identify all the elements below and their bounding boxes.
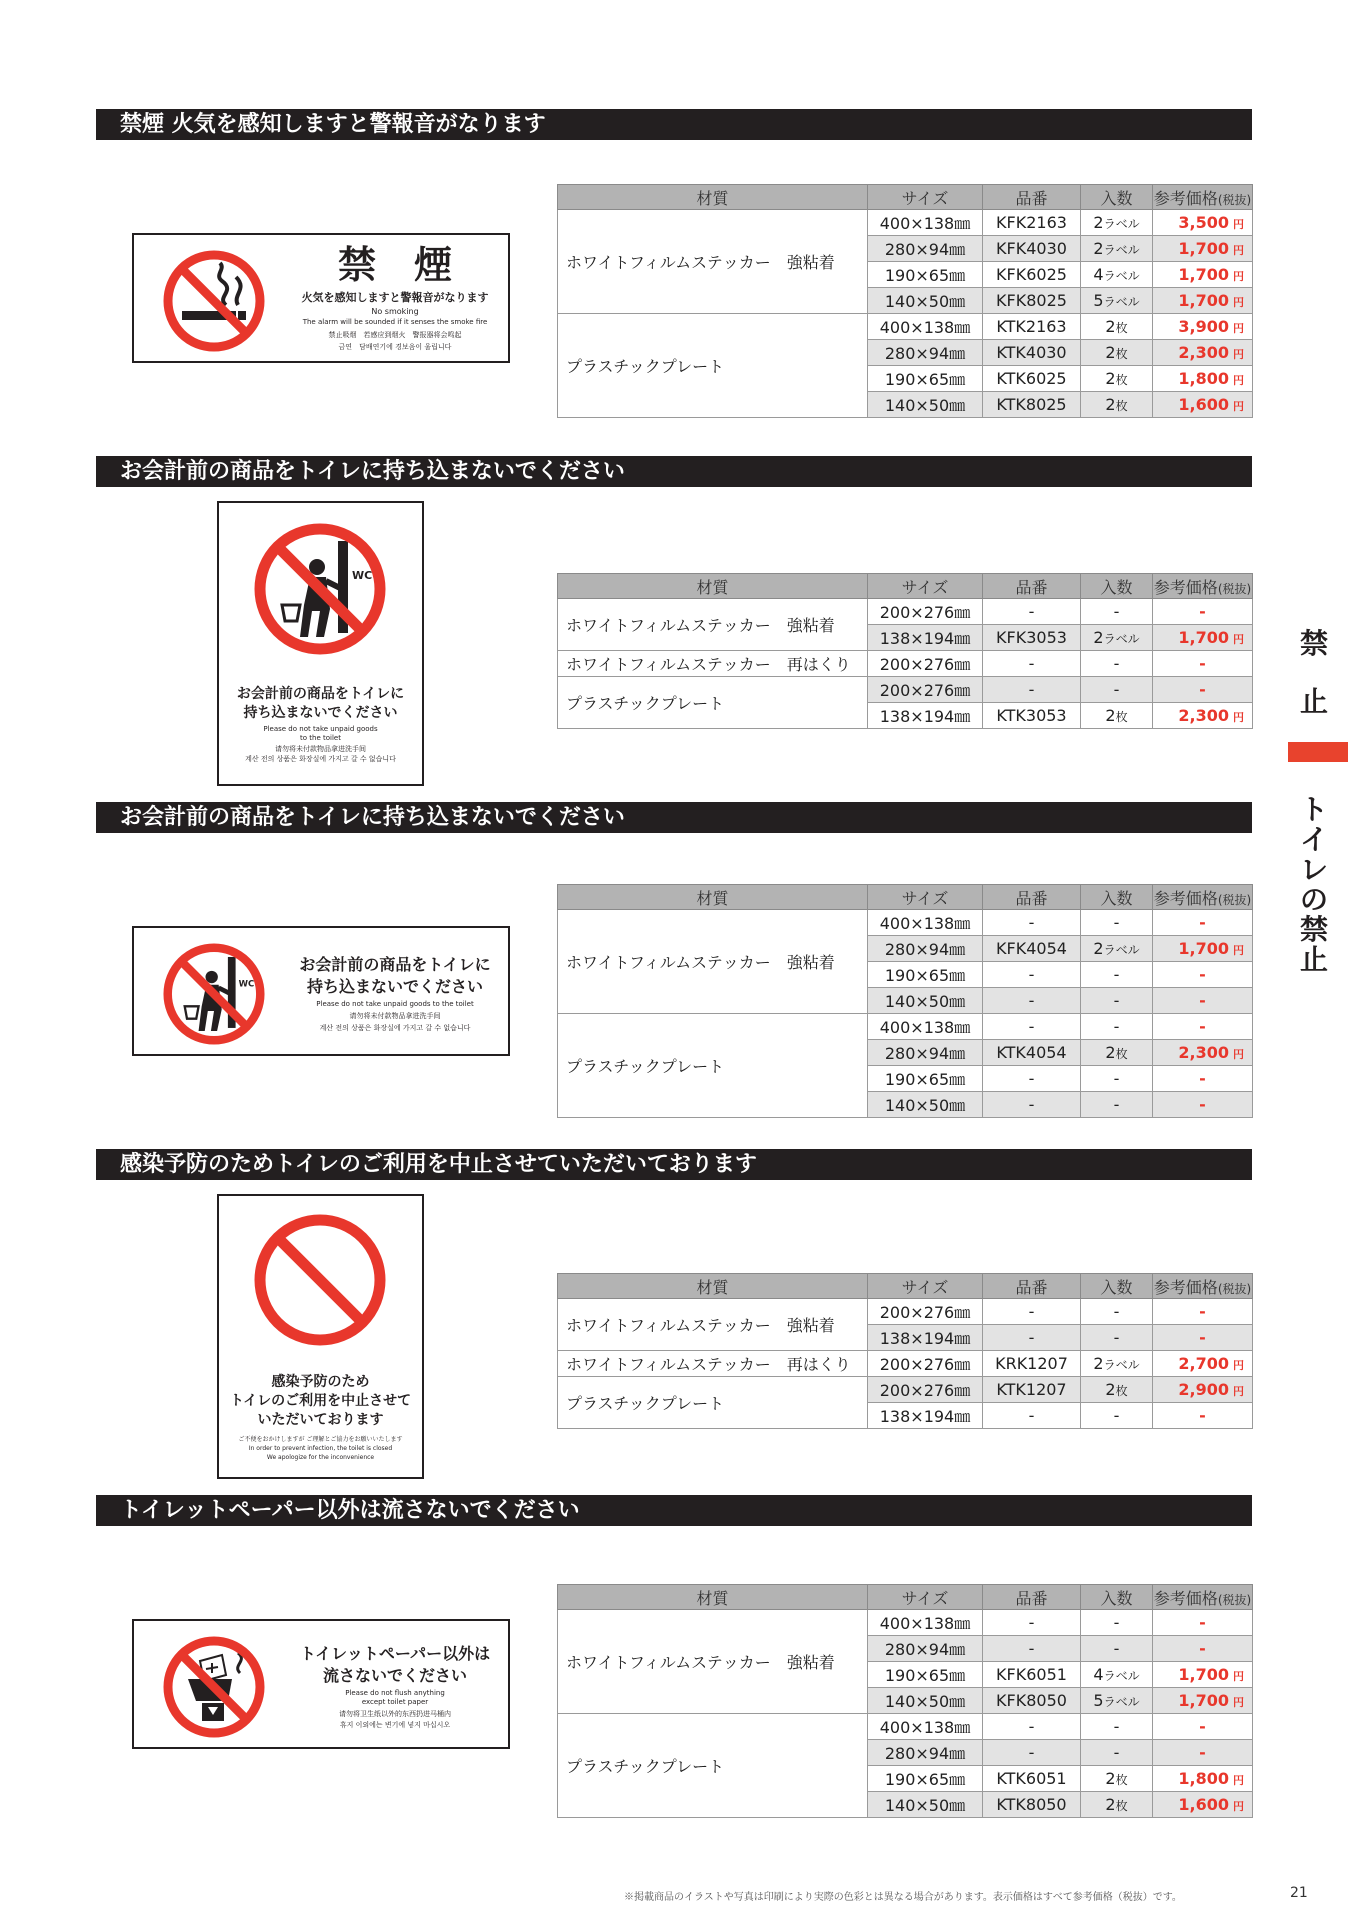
- yen-unit: 円: [1233, 322, 1244, 335]
- size-cell: 400×138㎜: [868, 314, 983, 340]
- section-header-3: お会計前の商品をトイレに持ち込まないでください: [96, 802, 1252, 833]
- yen-unit: 円: [1233, 1385, 1244, 1398]
- code-cell: KTK4054: [983, 1040, 1081, 1066]
- code-cell: -: [983, 1299, 1081, 1325]
- qty-cell: 2枚: [1081, 1377, 1153, 1403]
- sign-toilet-closed: [217, 1194, 424, 1479]
- qty-cell: 2枚: [1081, 366, 1153, 392]
- table-row: [558, 314, 1253, 340]
- sign-title: 禁 煙: [337, 243, 452, 287]
- qty-unit: 枚: [1115, 1047, 1128, 1061]
- code-cell: KFK2163: [983, 210, 1081, 236]
- price-cell: -: [1153, 599, 1253, 625]
- code-cell: -: [983, 599, 1081, 625]
- code-cell: KFK3053: [983, 625, 1081, 651]
- material-cell: プラスチックプレート: [558, 677, 868, 729]
- side-tab-vertical-label: [1294, 795, 1334, 975]
- yen-unit: 円: [1233, 374, 1244, 387]
- side-tab-char: の: [1299, 883, 1328, 916]
- sign-title-line: トイレットペーパー以外は: [299, 1644, 491, 1663]
- col-header-material: 材質: [558, 885, 868, 910]
- section-header-4: 感染予防のためトイレのご利用を中止させていただいております: [96, 1149, 1252, 1180]
- qty-unit: 枚: [1115, 373, 1128, 387]
- price-table: [557, 1584, 1253, 1818]
- qty-cell: 4ラベル: [1081, 262, 1153, 288]
- col-header-qty: 入数: [1081, 1585, 1153, 1610]
- size-cell: 140×50㎜: [868, 288, 983, 314]
- side-tab-char: 禁: [1299, 627, 1328, 660]
- price-cell: -: [1153, 1714, 1253, 1740]
- col-header-qty: 入数: [1081, 1274, 1153, 1299]
- qty-cell: -: [1081, 677, 1153, 703]
- price-cell: 1,600 円: [1153, 392, 1253, 418]
- price-cell: -: [1153, 1092, 1253, 1118]
- code-cell: -: [983, 1403, 1081, 1429]
- code-cell: -: [983, 1325, 1081, 1351]
- section-header-5: トイレットペーパー以外は流さないでください: [96, 1495, 1252, 1526]
- sign-line: 请勿将卫生纸以外的东西扔进马桶内: [339, 1710, 451, 1718]
- price-cell: 1,700 円: [1153, 262, 1253, 288]
- no-smoking-icon: [160, 247, 268, 355]
- material-cell: ホワイトフィルムステッカー 強粘着: [558, 1610, 868, 1714]
- size-cell: 190×65㎜: [868, 1662, 983, 1688]
- table-header-row: [558, 574, 1253, 599]
- price-table: [557, 884, 1253, 1118]
- yen-unit: 円: [1233, 1048, 1244, 1061]
- qty-cell: -: [1081, 1092, 1153, 1118]
- no-flushing-icon: [160, 1633, 268, 1741]
- table-row: [558, 1351, 1253, 1377]
- price-cell: 1,700 円: [1153, 288, 1253, 314]
- sign-line: ご不便をおかけしますが ご理解とご協力をお願いいたします: [238, 1436, 403, 1443]
- qty-cell: -: [1081, 1014, 1153, 1040]
- size-cell: 400×138㎜: [868, 1714, 983, 1740]
- code-cell: KFK6025: [983, 262, 1081, 288]
- price-cell: 2,300 円: [1153, 703, 1253, 729]
- yen-unit: 円: [1233, 1774, 1244, 1787]
- yen-unit: 円: [1233, 1800, 1244, 1813]
- code-cell: -: [983, 910, 1081, 936]
- qty-cell: 2ラベル: [1081, 625, 1153, 651]
- table-row: [558, 910, 1253, 936]
- code-cell: -: [983, 1092, 1081, 1118]
- code-cell: KFK6051: [983, 1662, 1081, 1688]
- size-cell: 200×276㎜: [868, 599, 983, 625]
- code-cell: -: [983, 651, 1081, 677]
- size-cell: 200×276㎜: [868, 1299, 983, 1325]
- qty-unit: ラベル: [1103, 1358, 1140, 1372]
- size-cell: 138×194㎜: [868, 1325, 983, 1351]
- price-cell: 3,900 円: [1153, 314, 1253, 340]
- price-cell: -: [1153, 677, 1253, 703]
- code-cell: KFK8025: [983, 288, 1081, 314]
- qty-unit: 枚: [1115, 710, 1128, 724]
- size-cell: 280×94㎜: [868, 936, 983, 962]
- col-header-price: 参考価格(税抜): [1153, 1585, 1253, 1610]
- sign-line: 请勿将未付款物品拿进洗手间: [275, 745, 366, 753]
- qty-cell: -: [1081, 962, 1153, 988]
- code-cell: -: [983, 1714, 1081, 1740]
- qty-unit: 枚: [1115, 1384, 1128, 1398]
- col-header-size: サイズ: [868, 1585, 983, 1610]
- price-cell: -: [1153, 1610, 1253, 1636]
- yen-unit: 円: [1233, 633, 1244, 646]
- sign-line: Please do not take unpaid goods to the toilet: [316, 1000, 474, 1008]
- price-cell: -: [1153, 962, 1253, 988]
- col-header-material: 材質: [558, 1274, 868, 1299]
- yen-unit: 円: [1233, 400, 1244, 413]
- material-cell: ホワイトフィルムステッカー 再はくり: [558, 1351, 868, 1377]
- no-unpaid-goods-icon: [250, 519, 390, 659]
- price-cell: 2,900 円: [1153, 1377, 1253, 1403]
- size-cell: 280×94㎜: [868, 340, 983, 366]
- size-cell: 280×94㎜: [868, 1636, 983, 1662]
- qty-cell: 2枚: [1081, 1792, 1153, 1818]
- table-header-row: [558, 185, 1253, 210]
- col-header-code: 品番: [983, 885, 1081, 910]
- qty-unit: ラベル: [1103, 1669, 1140, 1683]
- price-cell: 3,500 円: [1153, 210, 1253, 236]
- yen-unit: 円: [1233, 1359, 1244, 1372]
- qty-cell: 2ラベル: [1081, 236, 1153, 262]
- price-cell: -: [1153, 910, 1253, 936]
- side-tab-char: ト: [1299, 793, 1328, 826]
- col-header-material: 材質: [558, 185, 868, 210]
- qty-cell: 2枚: [1081, 340, 1153, 366]
- qty-unit: ラベル: [1103, 217, 1140, 231]
- col-header-code: 品番: [983, 185, 1081, 210]
- price-cell: 2,300 円: [1153, 1040, 1253, 1066]
- sign-title-line: お会計前の商品をトイレに: [299, 955, 491, 974]
- price-cell: -: [1153, 1014, 1253, 1040]
- sign-line: 계산 전의 상품은 화장실에 가지고 갈 수 없습니다: [319, 1024, 471, 1032]
- qty-cell: -: [1081, 1740, 1153, 1766]
- price-cell: -: [1153, 1066, 1253, 1092]
- yen-unit: 円: [1233, 944, 1244, 957]
- qty-cell: 2ラベル: [1081, 936, 1153, 962]
- size-cell: 140×50㎜: [868, 392, 983, 418]
- code-cell: KFK4054: [983, 936, 1081, 962]
- material-cell: プラスチックプレート: [558, 1714, 868, 1818]
- table-row: [558, 1377, 1253, 1403]
- code-cell: KTK1207: [983, 1377, 1081, 1403]
- table-header-row: [558, 1274, 1253, 1299]
- size-cell: 190×65㎜: [868, 262, 983, 288]
- sign-title-line: お会計前の商品をトイレに: [236, 686, 405, 702]
- side-tab-char: イ: [1299, 823, 1328, 856]
- size-cell: 400×138㎜: [868, 1014, 983, 1040]
- col-header-code: 品番: [983, 574, 1081, 599]
- qty-cell: 4ラベル: [1081, 1662, 1153, 1688]
- sign-line: except toilet paper: [361, 1698, 429, 1706]
- size-cell: 400×138㎜: [868, 210, 983, 236]
- qty-cell: 5ラベル: [1081, 288, 1153, 314]
- sign-line: 금연 담배연기에 경보음이 울립니다: [338, 343, 452, 351]
- sign-line: 계산 전의 상품은 화장실에 가지고 갈 수 없습니다: [245, 755, 396, 763]
- prohibition-icon: [250, 1210, 390, 1350]
- code-cell: KTK2163: [983, 314, 1081, 340]
- size-cell: 138×194㎜: [868, 703, 983, 729]
- code-cell: -: [983, 1740, 1081, 1766]
- col-header-price-note: (税抜): [1217, 1592, 1252, 1607]
- qty-cell: 2枚: [1081, 314, 1153, 340]
- qty-cell: -: [1081, 1299, 1153, 1325]
- sign-title-line: 感染予防のため: [271, 1374, 370, 1390]
- table-row: [558, 1714, 1253, 1740]
- col-header-price-note: (税抜): [1217, 892, 1252, 907]
- size-cell: 400×138㎜: [868, 910, 983, 936]
- qty-unit: 枚: [1115, 1773, 1128, 1787]
- table-row: [558, 210, 1253, 236]
- qty-unit: ラベル: [1103, 269, 1140, 283]
- price-table: [557, 1273, 1253, 1429]
- qty-cell: -: [1081, 1325, 1153, 1351]
- yen-unit: 円: [1233, 348, 1244, 361]
- qty-cell: -: [1081, 910, 1153, 936]
- col-header-price-note: (税抜): [1217, 581, 1252, 596]
- size-cell: 138×194㎜: [868, 1403, 983, 1429]
- code-cell: KTK8025: [983, 392, 1081, 418]
- section-header-1: 禁煙 火気を感知しますと警報音がなります: [96, 109, 1252, 140]
- qty-cell: 5ラベル: [1081, 1688, 1153, 1714]
- price-cell: 1,600 円: [1153, 1792, 1253, 1818]
- col-header-price: 参考価格(税抜): [1153, 185, 1253, 210]
- side-tab-accent: [1288, 742, 1348, 762]
- code-cell: KFK4030: [983, 236, 1081, 262]
- sign-title-line: トイレのご利用を中止させて: [229, 1393, 412, 1409]
- size-cell: 200×276㎜: [868, 1351, 983, 1377]
- col-header-qty: 入数: [1081, 185, 1153, 210]
- size-cell: 138×194㎜: [868, 625, 983, 651]
- size-cell: 140×50㎜: [868, 988, 983, 1014]
- price-cell: 1,800 円: [1153, 1766, 1253, 1792]
- col-header-size: サイズ: [868, 885, 983, 910]
- table-row: [558, 599, 1253, 625]
- col-header-price: 参考価格(税抜): [1153, 885, 1253, 910]
- table-row: [558, 677, 1253, 703]
- table-row: [558, 1299, 1253, 1325]
- price-cell: -: [1153, 1636, 1253, 1662]
- wc-label: WC: [352, 569, 373, 582]
- qty-unit: ラベル: [1103, 243, 1140, 257]
- page-number: 21: [1290, 1885, 1308, 1901]
- size-cell: 280×94㎜: [868, 1040, 983, 1066]
- qty-cell: -: [1081, 599, 1153, 625]
- code-cell: -: [983, 1636, 1081, 1662]
- code-cell: -: [983, 1610, 1081, 1636]
- size-cell: 200×276㎜: [868, 651, 983, 677]
- price-table: [557, 184, 1253, 418]
- size-cell: 140×50㎜: [868, 1688, 983, 1714]
- sign-no-unpaid-goods-landscape: [132, 926, 510, 1056]
- sign-line: 请勿将未付款物品拿进洗手间: [349, 1012, 441, 1020]
- yen-unit: 円: [1233, 711, 1244, 724]
- price-cell: 1,700 円: [1153, 1662, 1253, 1688]
- material-cell: ホワイトフィルムステッカー 強粘着: [558, 1299, 868, 1351]
- size-cell: 200×276㎜: [868, 1377, 983, 1403]
- qty-cell: 2枚: [1081, 1766, 1153, 1792]
- sign-line: to the toilet: [300, 734, 341, 742]
- price-cell: -: [1153, 988, 1253, 1014]
- material-cell: ホワイトフィルムステッカー 強粘着: [558, 910, 868, 1014]
- price-cell: -: [1153, 651, 1253, 677]
- price-table: [557, 573, 1253, 729]
- yen-unit: 円: [1233, 296, 1244, 309]
- qty-cell: -: [1081, 1610, 1153, 1636]
- size-cell: 190×65㎜: [868, 962, 983, 988]
- col-header-price-note: (税抜): [1217, 192, 1252, 207]
- footer-note: ※掲載商品のイラストや写真は印刷により実際の色彩とは異なる場合があります。表示価格はすべて参考価格（税抜）です。: [624, 1892, 1182, 1903]
- qty-unit: 枚: [1115, 399, 1128, 413]
- table-row: [558, 1014, 1253, 1040]
- size-cell: 190×65㎜: [868, 1066, 983, 1092]
- material-cell: ホワイトフィルムステッカー 強粘着: [558, 210, 868, 314]
- qty-unit: ラベル: [1103, 295, 1140, 309]
- size-cell: 280×94㎜: [868, 1740, 983, 1766]
- qty-cell: -: [1081, 651, 1153, 677]
- material-cell: ホワイトフィルムステッカー 強粘着: [558, 599, 868, 651]
- qty-cell: 2枚: [1081, 703, 1153, 729]
- price-cell: 1,700 円: [1153, 1688, 1253, 1714]
- qty-cell: -: [1081, 1714, 1153, 1740]
- qty-cell: -: [1081, 1403, 1153, 1429]
- price-cell: 2,300 円: [1153, 340, 1253, 366]
- size-cell: 400×138㎜: [868, 1610, 983, 1636]
- code-cell: KTK8050: [983, 1792, 1081, 1818]
- qty-unit: ラベル: [1103, 1695, 1140, 1709]
- qty-unit: 枚: [1115, 347, 1128, 361]
- qty-unit: 枚: [1115, 321, 1128, 335]
- price-cell: 1,800 円: [1153, 366, 1253, 392]
- sign-no-flushing: [132, 1619, 510, 1749]
- code-cell: KTK3053: [983, 703, 1081, 729]
- sign-title-line: 持ち込まないでください: [243, 705, 398, 721]
- col-header-price-note: (税抜): [1217, 1281, 1252, 1296]
- sign-line: 禁止吸烟 若感应到烟火 警报器将会鸣起: [328, 331, 462, 339]
- qty-unit: 枚: [1115, 1799, 1128, 1813]
- material-cell: プラスチックプレート: [558, 1377, 868, 1429]
- size-cell: 280×94㎜: [868, 236, 983, 262]
- code-cell: -: [983, 988, 1081, 1014]
- col-header-material: 材質: [558, 1585, 868, 1610]
- size-cell: 190×65㎜: [868, 1766, 983, 1792]
- code-cell: KFK8050: [983, 1688, 1081, 1714]
- sign-title-line: 流さないでください: [322, 1666, 467, 1685]
- price-cell: -: [1153, 1740, 1253, 1766]
- sign-title-line: 持ち込まないでください: [306, 977, 483, 996]
- sign-line: 휴지 이외에는 변기에 넣지 마십시오: [339, 1721, 451, 1729]
- size-cell: 140×50㎜: [868, 1092, 983, 1118]
- qty-unit: ラベル: [1103, 632, 1140, 646]
- size-cell: 190×65㎜: [868, 366, 983, 392]
- code-cell: KTK6051: [983, 1766, 1081, 1792]
- yen-unit: 円: [1233, 218, 1244, 231]
- code-cell: -: [983, 962, 1081, 988]
- qty-cell: 2ラベル: [1081, 210, 1153, 236]
- code-cell: -: [983, 677, 1081, 703]
- qty-cell: -: [1081, 1636, 1153, 1662]
- material-cell: プラスチックプレート: [558, 314, 868, 418]
- qty-cell: -: [1081, 1066, 1153, 1092]
- table-row: [558, 651, 1253, 677]
- side-tab-char: 禁: [1299, 913, 1328, 946]
- price-cell: -: [1153, 1325, 1253, 1351]
- sign-no-unpaid-goods-portrait: [217, 501, 424, 786]
- col-header-qty: 入数: [1081, 885, 1153, 910]
- col-header-code: 品番: [983, 1274, 1081, 1299]
- sign-title-line: いただいております: [257, 1412, 384, 1428]
- col-header-material: 材質: [558, 574, 868, 599]
- sign-line: In order to prevent infection, the toilet is closed: [248, 1445, 393, 1452]
- col-header-size: サイズ: [868, 1274, 983, 1299]
- qty-unit: ラベル: [1103, 943, 1140, 957]
- price-cell: 1,700 円: [1153, 236, 1253, 262]
- yen-unit: 円: [1233, 1670, 1244, 1683]
- yen-unit: 円: [1233, 244, 1244, 257]
- qty-cell: 2枚: [1081, 1040, 1153, 1066]
- qty-cell: 2枚: [1081, 392, 1153, 418]
- table-header-row: [558, 885, 1253, 910]
- col-header-price: 参考価格(税抜): [1153, 1274, 1253, 1299]
- side-tab-char: 止: [1299, 685, 1328, 718]
- yen-unit: 円: [1233, 1696, 1244, 1709]
- code-cell: -: [983, 1066, 1081, 1092]
- code-cell: KTK6025: [983, 366, 1081, 392]
- side-tab-char: 止: [1299, 943, 1328, 976]
- price-cell: -: [1153, 1403, 1253, 1429]
- table-header-row: [558, 1585, 1253, 1610]
- col-header-qty: 入数: [1081, 574, 1153, 599]
- col-header-code: 品番: [983, 1585, 1081, 1610]
- material-cell: プラスチックプレート: [558, 1014, 868, 1118]
- code-cell: -: [983, 1014, 1081, 1040]
- qty-cell: 2ラベル: [1081, 1351, 1153, 1377]
- size-cell: 200×276㎜: [868, 677, 983, 703]
- yen-unit: 円: [1233, 270, 1244, 283]
- wc-label: WC: [238, 978, 255, 989]
- material-cell: ホワイトフィルムステッカー 再はくり: [558, 651, 868, 677]
- sign-no-smoking: [132, 233, 510, 363]
- code-cell: KTK4030: [983, 340, 1081, 366]
- col-header-price: 参考価格(税抜): [1153, 574, 1253, 599]
- price-cell: 1,700 円: [1153, 625, 1253, 651]
- table-row: [558, 1610, 1253, 1636]
- side-tab-char: レ: [1299, 853, 1328, 886]
- section-header-2: お会計前の商品をトイレに持ち込まないでください: [96, 456, 1252, 487]
- col-header-size: サイズ: [868, 574, 983, 599]
- col-header-size: サイズ: [868, 185, 983, 210]
- sign-subtitle: 火気を感知しますと警報音がなります: [301, 291, 489, 304]
- sign-line: We apologize for the inconvenience: [266, 1454, 375, 1461]
- sign-line: Please do not take unpaid goods: [263, 725, 378, 733]
- price-cell: -: [1153, 1299, 1253, 1325]
- sign-line: No smoking: [371, 307, 419, 316]
- no-unpaid-goods-icon: [160, 940, 268, 1048]
- price-cell: 2,700 円: [1153, 1351, 1253, 1377]
- size-cell: 140×50㎜: [868, 1792, 983, 1818]
- sign-line: Please do not flush anything: [345, 1689, 445, 1697]
- price-cell: 1,700 円: [1153, 936, 1253, 962]
- sign-line: The alarm will be sounded if it senses the smoke fire: [302, 318, 488, 326]
- code-cell: KRK1207: [983, 1351, 1081, 1377]
- qty-cell: -: [1081, 988, 1153, 1014]
